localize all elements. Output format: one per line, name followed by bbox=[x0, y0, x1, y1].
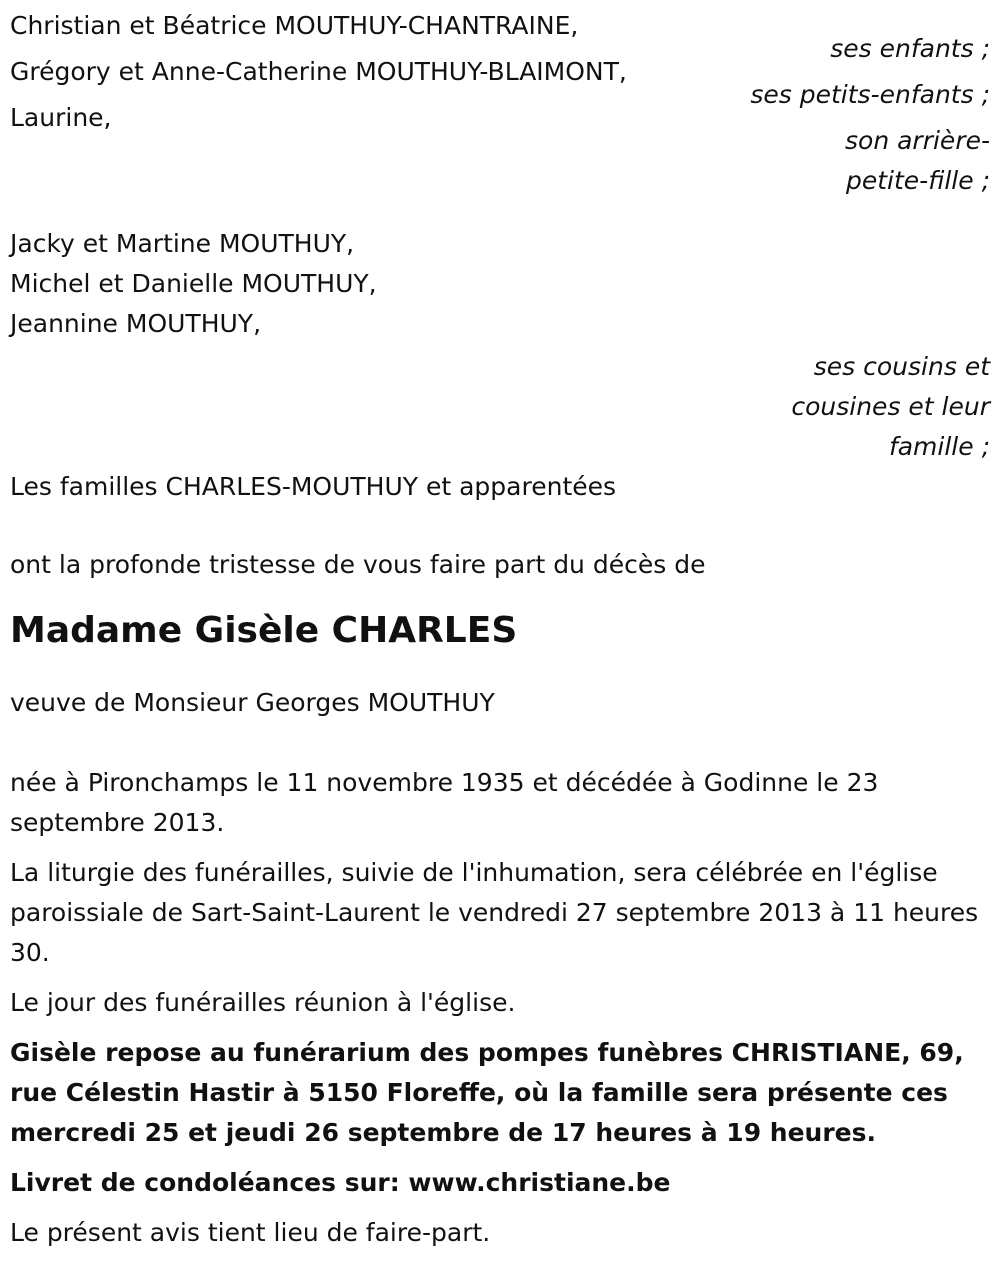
children-names: Christian et Béatrice MOUTHUY-CHANTRAINE, bbox=[10, 11, 579, 40]
cousin-line: Jeannine MOUTHUY, bbox=[10, 309, 262, 338]
birth-death: née à Pironchamps le 11 novembre 1935 et décédée à Godinne le 23 septembre 2013. bbox=[10, 768, 879, 837]
notice-text: Le présent avis tient lieu de faire-part. bbox=[10, 1218, 491, 1247]
grandchildren-role: ses petits-enfants ; bbox=[750, 80, 990, 109]
children-role: ses enfants ; bbox=[830, 34, 990, 63]
deceased-name: Madame Gisèle CHARLES bbox=[10, 610, 518, 651]
cousins-role-line3: famille ; bbox=[888, 432, 990, 461]
cousins-role-line1: ses cousins et bbox=[813, 352, 990, 381]
grandchildren-names: Grégory et Anne-Catherine MOUTHUY-BLAIMONT, bbox=[10, 57, 627, 86]
meeting-text: Le jour des funérailles réunion à l'église. bbox=[10, 988, 516, 1017]
cousin-line: Jacky et Martine MOUTHUY, bbox=[10, 229, 355, 258]
condolences-text: Livret de condoléances sur: www.christiane.be bbox=[10, 1168, 671, 1197]
greatgrandchild-name: Laurine, bbox=[10, 103, 112, 132]
intro-text: ont la profonde tristesse de vous faire part du décès de bbox=[10, 550, 706, 579]
cousin-line: Michel et Danielle MOUTHUY, bbox=[10, 269, 377, 298]
liturgy-text: La liturgie des funérailles, suivie de l'inhumation, sera célébrée en l'église paroissiale de Sart-Saint-Laurent le vendredi 27 septembre 2013 à 11 heures 30. bbox=[10, 858, 979, 967]
greatgrandchild-role-line1: son arrière- bbox=[845, 126, 990, 155]
funerarium-text: Gisèle repose au funérarium des pompes funèbres CHRISTIANE, 69, rue Célestin Hastir à 5150 Floreffe, où la famille sera présente ces mercredi 25 et jeudi 26 septembre de 17 heures à 19 heures. bbox=[10, 1038, 964, 1147]
obituary-notice bbox=[10, 6, 990, 1253]
families-line: Les familles CHARLES-MOUTHUY et apparentées bbox=[10, 472, 617, 501]
widow-of: veuve de Monsieur Georges MOUTHUY bbox=[10, 688, 495, 717]
greatgrandchild-role-line2: petite-fille ; bbox=[846, 166, 990, 195]
cousins-role-line2: cousines et leur bbox=[791, 392, 990, 421]
